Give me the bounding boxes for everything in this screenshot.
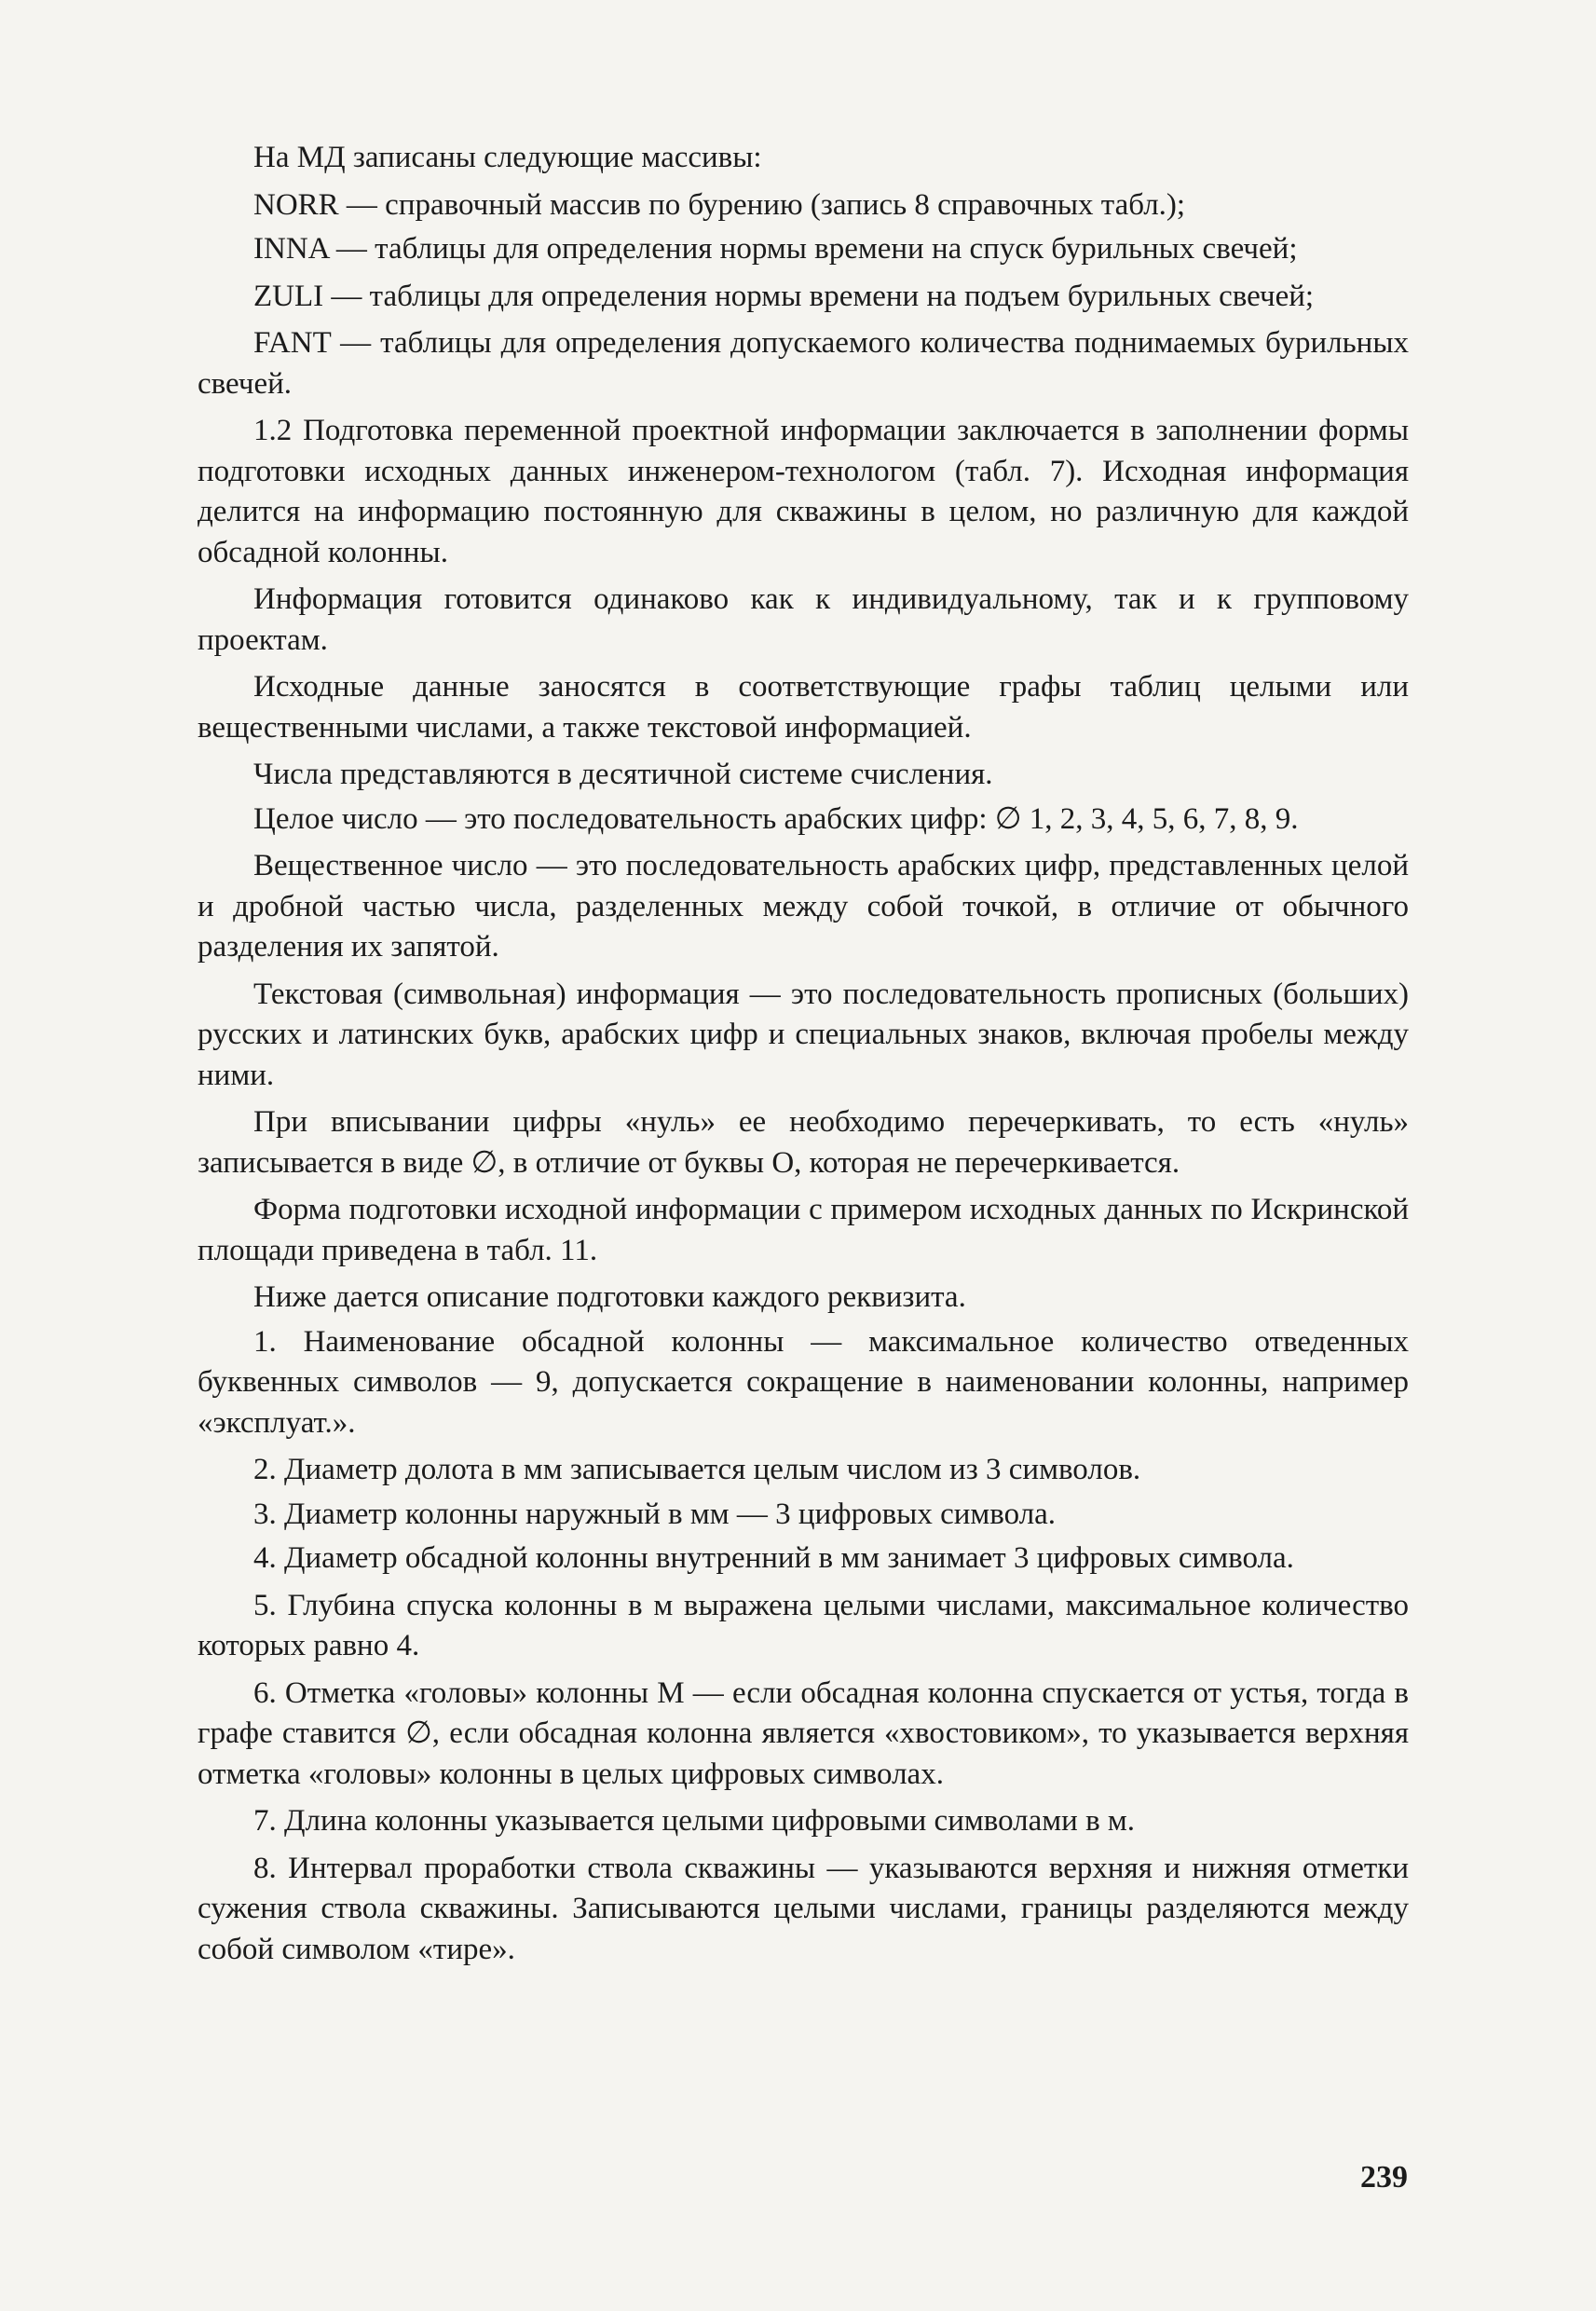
- paragraph-source-data: Исходные данные заносятся в соответствующие графы таблиц целыми или вещественными числами, а также текстовой информацией.: [198, 670, 1409, 745]
- requisite-item-1: 1. Наименование обсадной колонны — максимальное количество отведенных буквенных символов — 9, допускается сокращение в наименовании колонны, например «эксплуат.».: [198, 1324, 1409, 1440]
- paragraph-zuli: ZULI — таблицы для определения нормы времени на подъем бурильных свечей;: [253, 279, 1315, 313]
- paragraph-section-1-2: 1.2 Подготовка переменной проектной информации заключается в заполнении формы подготовки исходных данных инженером-технологом (табл. 7). Исходная информация делится на информацию постоянную для скважины в целом, но различную для каждой обсадной колонны.: [198, 414, 1409, 569]
- requisite-item-6: 6. Отметка «головы» колонны М — если обсадная колонна спускается от устья, тогда в графе ставится ∅, если обсадная колонна является «хвостовиком», то указывается верхняя отметка «головы» колонны в целых цифровых символах.: [198, 1675, 1409, 1791]
- page-number: 239: [1360, 2160, 1408, 2195]
- paragraph-information-prep: Информация готовится одинаково как к индивидуальному, так и к групповому проектам.: [198, 582, 1409, 657]
- paragraph-form-example: Форма подготовки исходной информации с примером исходных данных по Искринской площади приведена в табл. 11.: [198, 1193, 1409, 1267]
- paragraph-integer: Целое число — это последовательность арабских цифр: ∅ 1, 2, 3, 4, 5, 6, 7, 8, 9.: [253, 801, 1299, 836]
- requisite-item-8: 8. Интервал проработки ствола скважины — указываются верхняя и нижняя отметки сужения ствола скважины. Записываются целыми числами, границы разделяются между собой символом «тире».: [198, 1851, 1409, 1966]
- requisite-item-5: 5. Глубина спуска колонны в м выражена целыми числами, максимальное количество которых равно 4.: [198, 1588, 1409, 1662]
- requisite-item-2: 2. Диаметр долота в мм записывается целым числом из 3 символов.: [253, 1453, 1141, 1486]
- requisite-item-7: 7. Длина колонны указывается целыми цифровыми символами в м.: [253, 1804, 1136, 1838]
- paragraph-zero-writing: При вписывании цифры «нуль» ее необходимо перечеркивать, то есть «нуль» записывается в виде ∅, в отличие от буквы О, которая не перечеркивается.: [198, 1105, 1409, 1180]
- paragraph-decimal: Числа представляются в десятичной системе счисления.: [253, 758, 993, 791]
- paragraph-norr: NORR — справочный массив по бурению (запись 8 справочных табл.);: [253, 187, 1186, 222]
- requisite-item-4: 4. Диаметр обсадной колонны внутренний в мм занимает 3 цифровых символа.: [253, 1541, 1294, 1575]
- body-text: [198, 138, 1409, 1976]
- requisite-item-3: 3. Диаметр колонны наружный в мм — 3 цифровых символа.: [253, 1497, 1057, 1531]
- paragraph-real-number: Вещественное число — это последовательность арабских цифр, представленных целой и дробной частью числа, разделенных между собой точкой, в отличие от обычного разделения их запятой.: [198, 849, 1409, 964]
- paragraph-arrays-intro: На МД записаны следующие массивы:: [253, 141, 762, 174]
- paragraph-fant: FANT — таблицы для определения допускаемого количества поднимаемых бурильных свечей.: [198, 326, 1409, 401]
- paragraph-inna: INNA — таблицы для определения нормы времени на спуск бурильных свечей;: [253, 232, 1298, 266]
- paragraph-text-info: Текстовая (символьная) информация — это последовательность прописных (больших) русских и латинских букв, арабских цифр и специальных знаков, включая пробелы между ними.: [198, 977, 1409, 1092]
- paragraph-requisites-intro: Ниже дается описание подготовки каждого реквизита.: [253, 1280, 966, 1314]
